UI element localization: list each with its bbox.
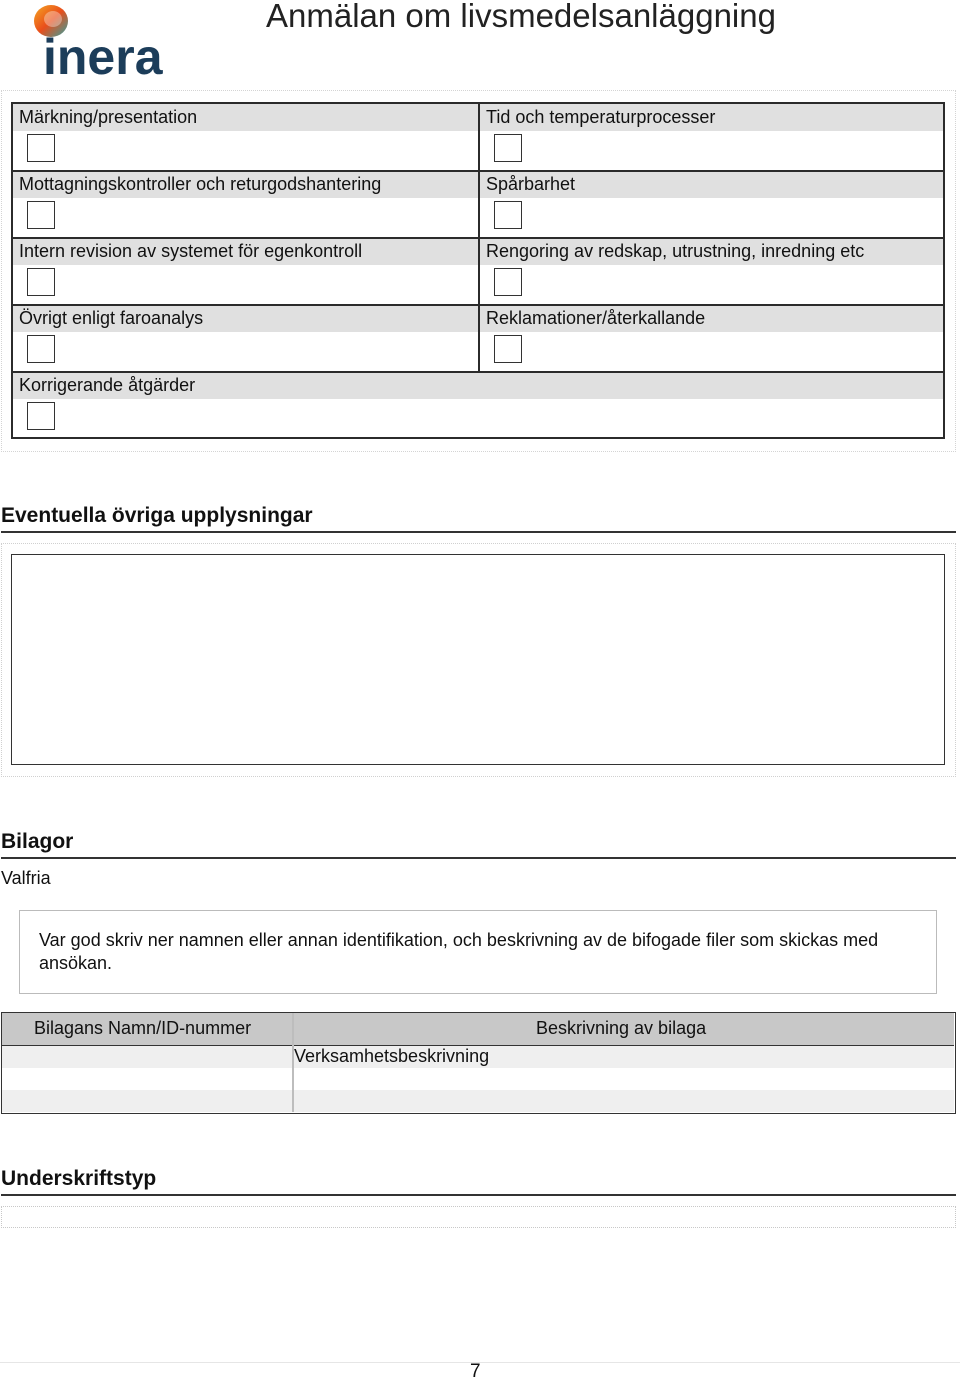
checklist-item-marking	[13, 104, 478, 171]
checklist-item-cleaning	[480, 238, 943, 305]
checkbox-time-temperature[interactable]	[494, 134, 522, 162]
grid-divider	[478, 104, 480, 372]
checklist-item-label: Spårbarhet	[480, 171, 943, 198]
section-divider	[1, 1194, 956, 1196]
other-info-heading: Eventuella övriga upplysningar	[1, 504, 313, 527]
attachments-table	[1, 1012, 956, 1114]
column-header-name: Bilagans Namn/ID-nummer	[34, 1018, 252, 1038]
checklist-item-label: Reklamationer/återkallande	[480, 305, 943, 332]
signature-heading: Underskriftstyp	[1, 1167, 157, 1190]
checklist-item-hazard-analysis	[13, 305, 478, 372]
checklist-item-label: Märkning/presentation	[13, 104, 478, 131]
checklist-item-corrective-actions	[13, 372, 943, 439]
table-header	[2, 1013, 954, 1046]
column-divider	[292, 1013, 294, 1112]
checkbox-traceability[interactable]	[494, 201, 522, 229]
checklist-item-label: Rengoring av redskap, utrustning, inredning etc	[480, 238, 943, 265]
checklist-item-label: Korrigerande åtgärder	[13, 372, 943, 399]
checkbox-hazard-analysis[interactable]	[27, 335, 55, 363]
checkbox-receiving-controls[interactable]	[27, 201, 55, 229]
checklist-item-traceability	[480, 171, 943, 238]
section-divider	[1, 857, 956, 859]
checklist-item-internal-audit	[13, 238, 478, 305]
signature-type-field[interactable]	[1, 1206, 956, 1228]
table-row	[2, 1068, 954, 1090]
checklist-item-receiving-controls	[13, 171, 478, 238]
checklist-item-label: Övrigt enligt faroanalys	[13, 305, 478, 332]
other-info-textarea[interactable]	[11, 554, 945, 765]
checkbox-marking[interactable]	[27, 134, 55, 162]
checklist-item-label: Intern revision av systemet för egenkontroll	[13, 238, 478, 265]
checklist-item-label: Tid och temperaturprocesser	[480, 104, 943, 131]
table-row	[2, 1090, 954, 1112]
checklist-item-time-temperature	[480, 104, 943, 171]
page-number: 7	[470, 1361, 481, 1381]
page-title: Anmälan om livsmedelsanläggning	[266, 0, 776, 34]
inera-logo	[33, 2, 163, 85]
checklist-item-label: Mottagningskontroller och returgodshantering	[13, 171, 478, 198]
checkbox-internal-audit[interactable]	[27, 268, 55, 296]
attachment-description-cell[interactable]: Verksamhetsbeskrivning	[294, 1046, 490, 1066]
attachments-instruction	[19, 910, 937, 994]
column-header-description: Beskrivning av bilaga	[536, 1018, 707, 1038]
section-divider	[1, 531, 956, 533]
checkbox-cleaning[interactable]	[494, 268, 522, 296]
checkbox-corrective-actions[interactable]	[27, 402, 55, 430]
logo-wordmark: inera	[43, 29, 163, 85]
checkbox-complaints-recall[interactable]	[494, 335, 522, 363]
checklist-grid	[11, 102, 945, 439]
attachments-subheading: Valfria	[1, 868, 51, 888]
table-row	[2, 1046, 954, 1068]
checklist-item-complaints-recall	[480, 305, 943, 372]
attachments-instruction-text: Var god skriv ner namnen eller annan identifikation, och beskrivning av de bifogade filer som skickas med ansökan.	[39, 930, 879, 973]
attachments-heading: Bilagor	[1, 830, 74, 853]
